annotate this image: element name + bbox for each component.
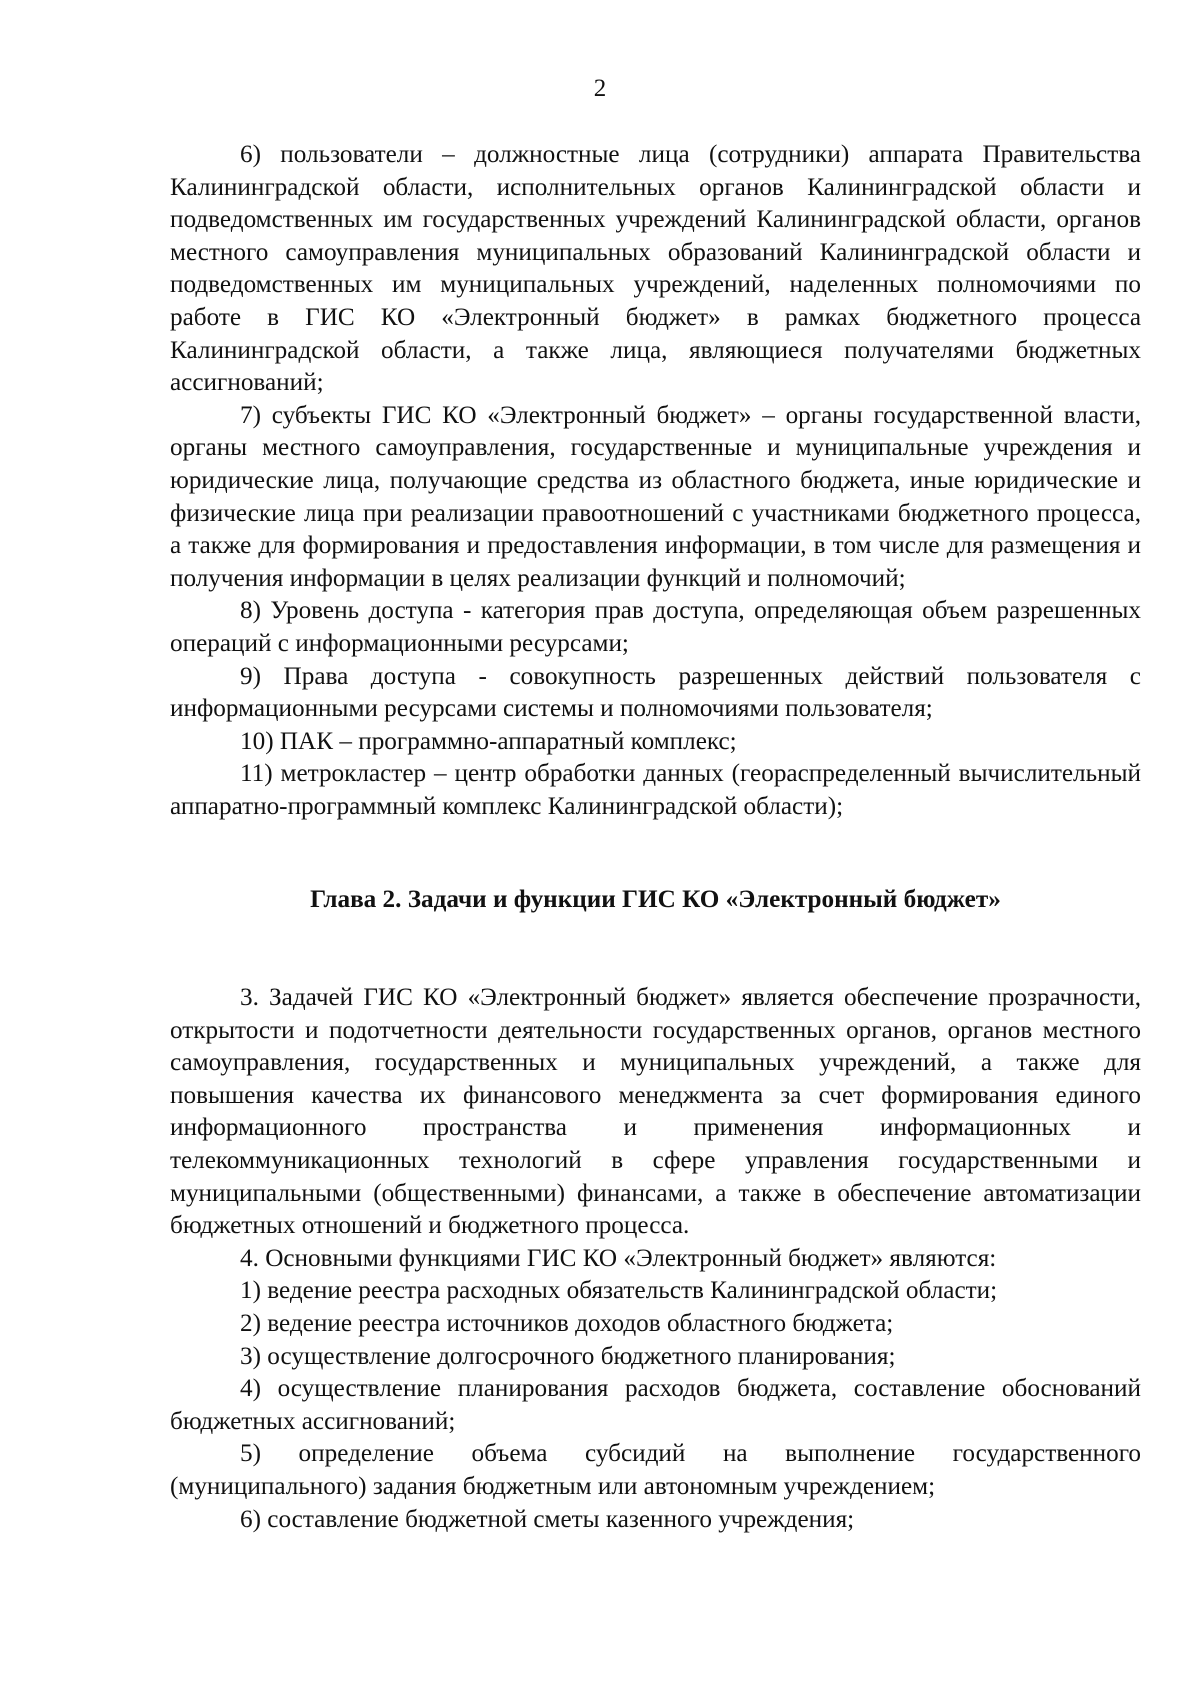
definition-10-paragraph: 10) ПАК – программно-аппаратный комплекс; [240, 727, 737, 755]
spacer [170, 917, 1141, 982]
definition-8-paragraph: 8) Уровень доступа - категория прав доступа, определяющая объем разрешенных операций с информационными ресурсами; [170, 597, 1141, 657]
function-4-paragraph: 4) осуществление планирования расходов бюджета, составление обоснований бюджетных ассигнований; [170, 1375, 1141, 1435]
function-2-paragraph: 2) ведение реестра источников доходов областного бюджета; [240, 1310, 894, 1337]
page-number: 2 [593, 75, 607, 102]
function-6-paragraph: 6) составление бюджетной сметы казенного учреждения; [240, 1505, 855, 1533]
chapter-heading: Глава 2. Задачи и функции ГИС КО «Электронный бюджет» [310, 886, 1001, 914]
function-3-paragraph: 3) осуществление долгосрочного бюджетного планирования; [240, 1342, 896, 1370]
clause-4-paragraph: 4. Основными функциями ГИС КО «Электронный бюджет» являются: [240, 1244, 997, 1272]
function-5-paragraph: 5) определение объема субсидий на выполнение государственного (муниципального) задания бюджетным или автономным учреждением; [170, 1440, 1141, 1500]
document-body [170, 139, 1141, 1536]
function-1-paragraph: 1) ведение реестра расходных обязательств Калининградской области; [240, 1277, 998, 1305]
spacer [170, 823, 1141, 884]
definition-9-paragraph: 9) Права доступа - совокупность разрешенных действий пользователя с информационными ресурсами системы и полномочиями пользователя; [170, 662, 1141, 723]
clause-3-paragraph: 3. Задачей ГИС КО «Электронный бюджет» является обеспечение прозрачности, открытости и подотчетности деятельности государственных органов, органов местного самоуправления, государственных и муниципальных учреждений, а также для повышения качества их финансового менеджмента за счет формирования единого информационного пространства и применения информационных и телекоммуникационных технологий в сфере управления государственными и муниципальными (общественными) финансами, а также в обеспечение автоматизации бюджетных отношений и бюджетного процесса. [170, 984, 1141, 1240]
definition-6-paragraph: 6) пользователи – должностные лица (сотрудники) аппарата Правительства Калининградской области, исполнительных органов Калининградской области и подведомственных им государственных учреждений Калининградской области, органов местного самоуправления муниципальных образований Калининградской области и подведомственных им муниципальных учреждений, наделенных полномочиями по работе в ГИС КО «Электронный бюджет» в рамках бюджетного процесса Калининградской области, а также лица, являющиеся получателями бюджетных ассигнований; [170, 141, 1141, 397]
definition-11-paragraph: 11) метрокластер – центр обработки данных (геораспределенный вычислительный аппаратно-программный комплекс Калининградской области); [170, 760, 1141, 820]
definition-7-paragraph: 7) субъекты ГИС КО «Электронный бюджет» – органы государственной власти, органы местного самоуправления, государственные и муниципальные учреждения и юридические лица, получающие средства из областного бюджета, иные юридические и физические лица при реализации правоотношений с участниками бюджетного процесса, а также для формирования и предоставления информации, в том числе для размещения и получения информации в целях реализации функций и полномочий; [170, 401, 1141, 592]
